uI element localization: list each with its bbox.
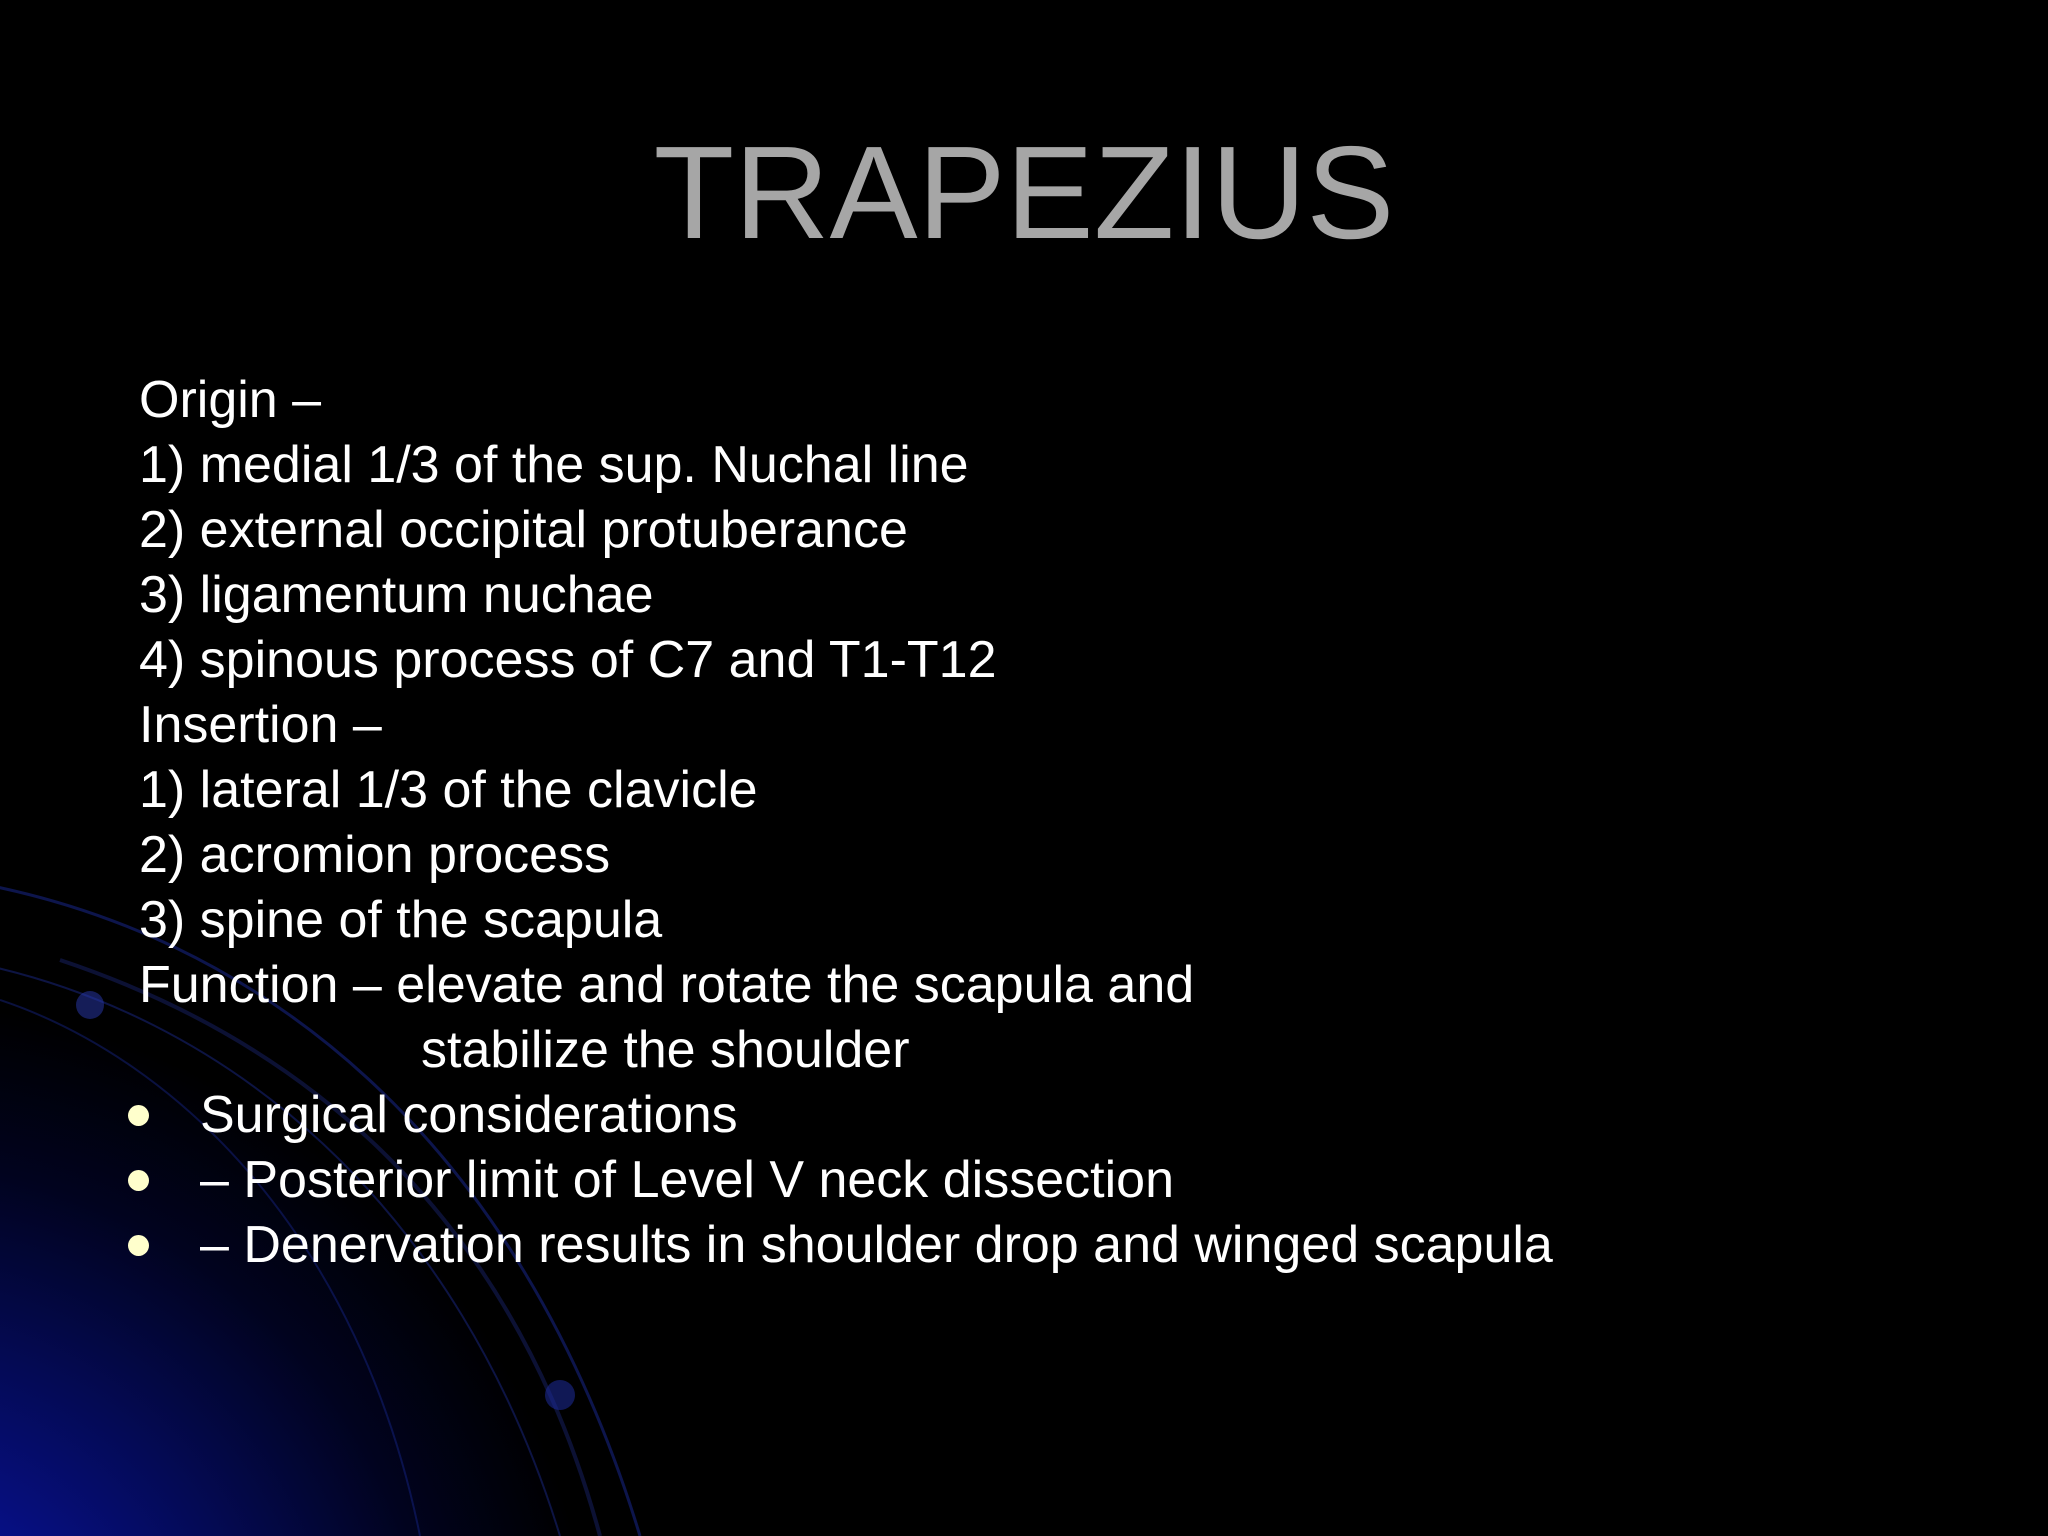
bullet-dot-icon (128, 1105, 149, 1126)
origin-item-4: 4) spinous process of C7 and T1-T12 (139, 631, 997, 689)
insertion-heading: Insertion – (139, 696, 382, 754)
bullet-item (0, 1083, 2048, 1148)
origin-item-2: 2) external occipital protuberance (139, 501, 908, 559)
insertion-item-1: 1) lateral 1/3 of the clavicle (139, 761, 758, 819)
origin-item-1: 1) medial 1/3 of the sup. Nuchal line (139, 436, 969, 494)
origin-item-3: 3) ligamentum nuchae (139, 566, 654, 624)
origin-heading: Origin – (139, 371, 322, 429)
bullet-text: – Denervation results in shoulder drop and winged scapula (200, 1216, 1553, 1274)
bullet-text: – Posterior limit of Level V neck dissection (200, 1151, 1174, 1209)
function-line-2: stabilize the shoulder (421, 1021, 910, 1079)
bullet-item (0, 1148, 2048, 1213)
slide-title: TRAPEZIUS (653, 119, 1395, 266)
bullet-dot-icon (128, 1170, 149, 1191)
function-line-1: Function – elevate and rotate the scapula and (139, 956, 1195, 1014)
insertion-item-3: 3) spine of the scapula (139, 891, 663, 949)
bullet-item (0, 1213, 2048, 1278)
bullet-dot-icon (128, 1235, 149, 1256)
bullet-text: Surgical considerations (200, 1086, 738, 1144)
insertion-item-2: 2) acromion process (139, 826, 611, 884)
